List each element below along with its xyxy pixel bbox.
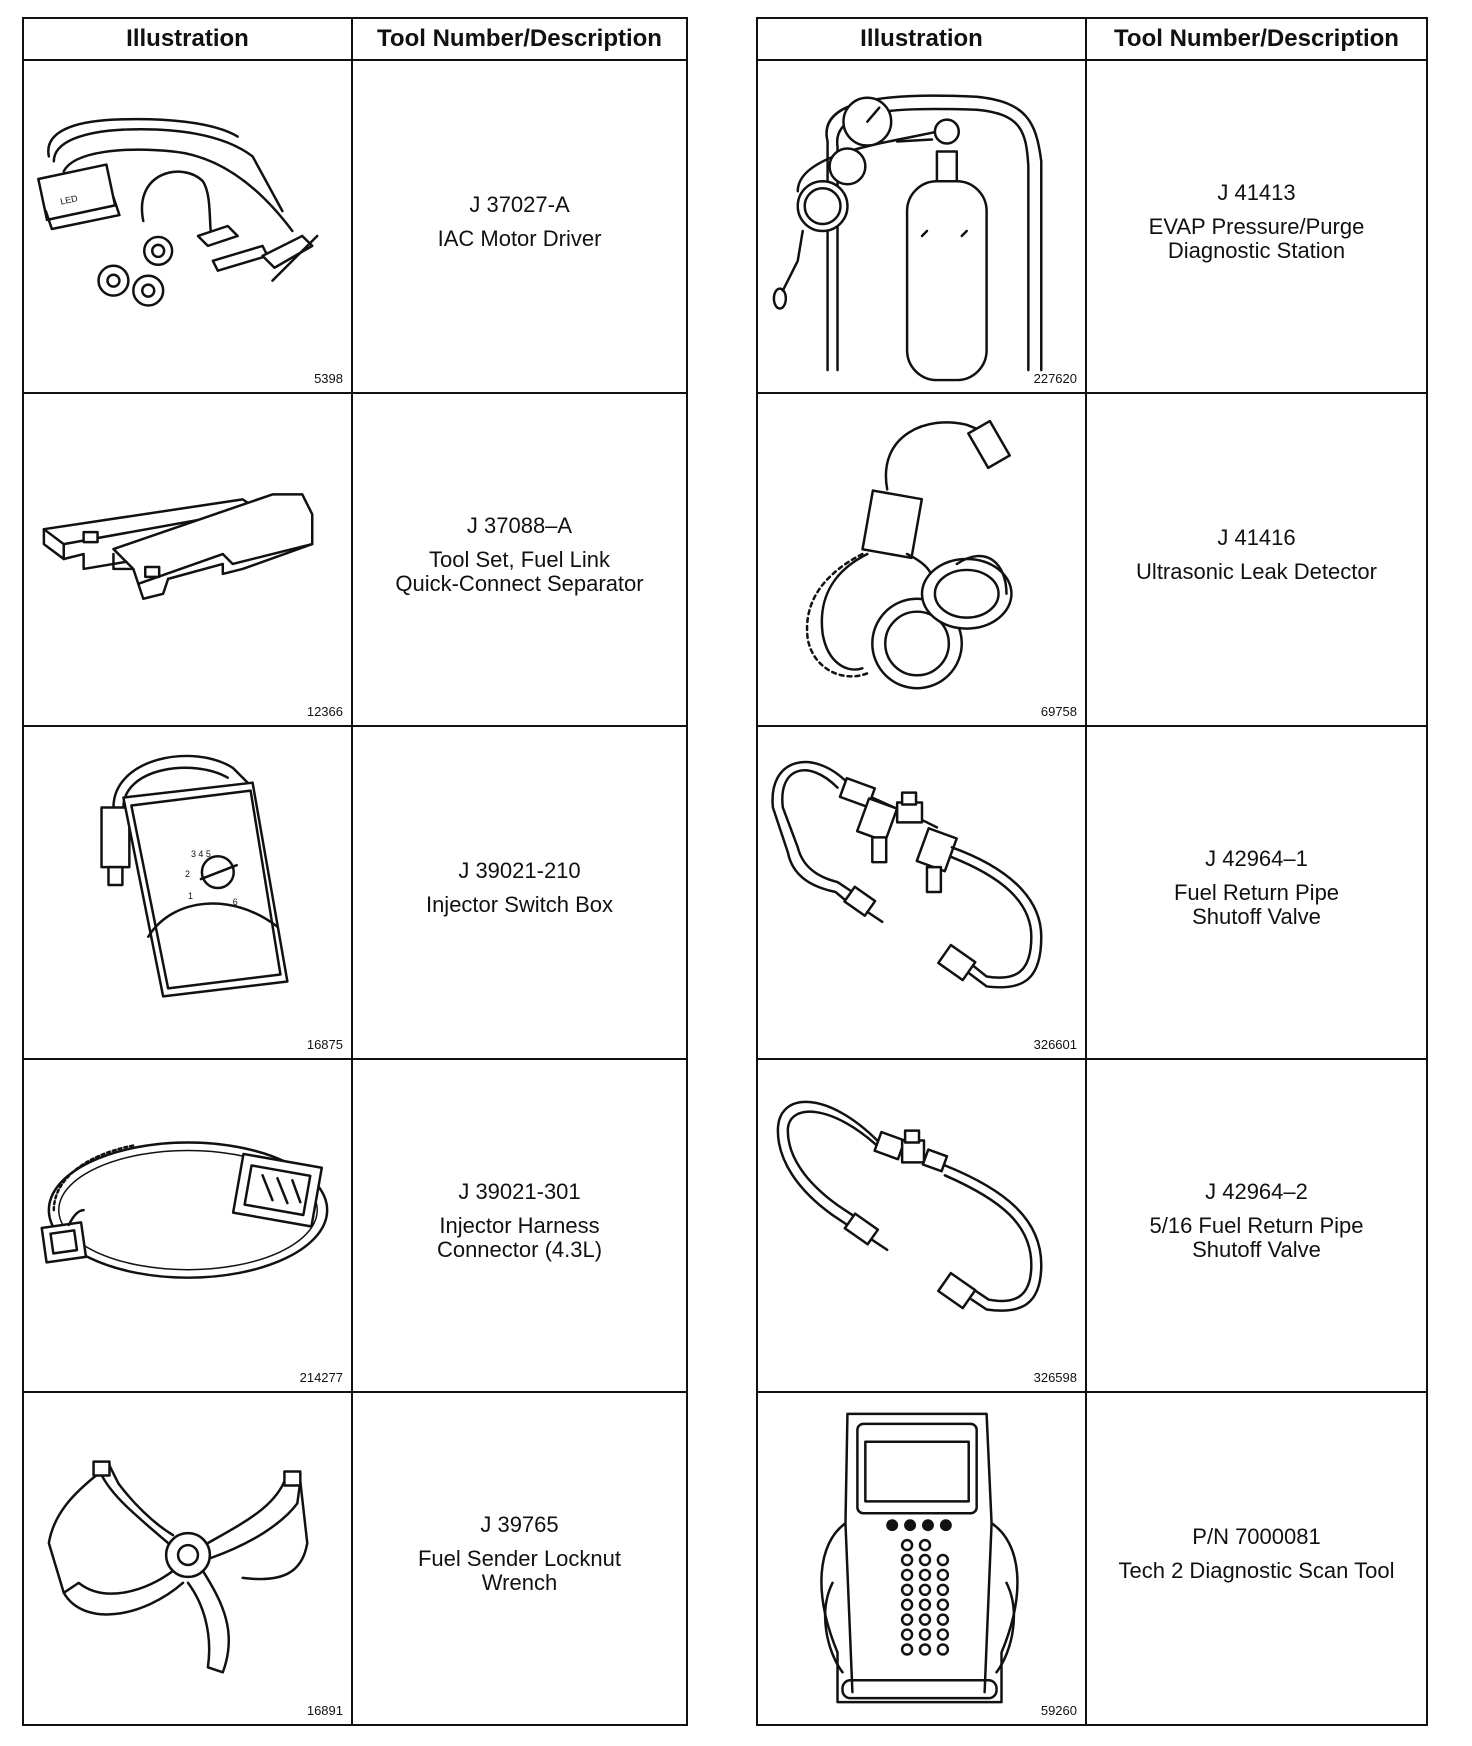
figure-number: 5398 [314,371,343,386]
tool-description: EVAP Pressure/Purge Diagnostic Station [1148,213,1365,263]
figure-number: 12366 [306,704,343,719]
illustration-cell [24,1060,353,1391]
tool-description: IAC Motor Driver [437,225,602,251]
tool-description: Injector Harness Connector (4.3L) [436,1212,603,1262]
illustration-cell [24,61,353,392]
description-cell [353,727,686,1058]
injector-switch-box-icon [24,727,351,1058]
table-row [758,394,1426,727]
description-cell [1087,394,1426,725]
ultrasonic-leak-detector-icon [758,394,1085,725]
tool-number: J 39021-210 [458,857,581,883]
table-row [24,727,686,1060]
quick-connect-separator-icon [24,394,351,725]
description-cell [353,394,686,725]
tool-number: J 42964–2 [1205,1178,1308,1204]
figure-number: 59260 [1040,1703,1077,1718]
figure-number: 214277 [299,1370,343,1385]
illustration-cell [24,1393,353,1724]
illustration-column-header: Illustration [758,19,1087,59]
description-cell [353,61,686,392]
illustration-cell [24,727,353,1058]
description-cell [1087,1393,1426,1724]
figure-number: 16875 [306,1037,343,1052]
table-row [758,1060,1426,1393]
tool-number: J 41416 [1217,524,1296,550]
illustration-column-header: Illustration [24,19,353,59]
illustration-cell [24,394,353,725]
svg-text:3 4 5: 3 4 5 [190,849,211,860]
description-cell [1087,1060,1426,1391]
figure-number: 69758 [1040,704,1077,719]
injector-harness-connector-icon [24,1060,351,1391]
tool-description-column-header: Tool Number/Description [377,25,662,52]
table-row [24,1393,686,1724]
illustration-cell [758,61,1087,392]
illustration-cell [758,1393,1087,1724]
tool-number: J 39021-301 [458,1178,581,1204]
description-cell [353,1060,686,1391]
table-header [758,19,1426,61]
illustration-cell [758,727,1087,1058]
description-cell [1087,727,1426,1058]
evap-station-icon [758,61,1085,392]
tool-number: J 37027-A [469,191,570,217]
tool-description: Fuel Return Pipe Shutoff Valve [1173,879,1340,929]
figure-number: 16891 [306,1703,343,1718]
tool-number: J 37088–A [466,512,573,538]
locknut-wrench-icon [24,1393,351,1724]
illustration-cell [758,1060,1087,1391]
table-row [758,61,1426,394]
table-row [758,727,1426,1060]
svg-text:1: 1 [187,890,193,901]
description-cell [1087,61,1426,392]
table-row [24,1060,686,1393]
tool-table-left [22,17,688,1726]
tool-description: Tech 2 Diagnostic Scan Tool [1118,1557,1395,1583]
illustration-cell [758,394,1087,725]
tool-table-right [756,17,1428,1726]
svg-text:LED: LED [59,193,79,207]
tool-description: Injector Switch Box [425,891,614,917]
table-row [758,1393,1426,1724]
table-row [24,394,686,727]
table-row [24,61,686,394]
tool-description: Tool Set, Fuel Link Quick-Connect Separator [395,546,644,596]
table-header [24,19,686,61]
tool-number: P/N 7000081 [1192,1523,1321,1549]
iac-motor-driver-icon [24,61,351,392]
svg-text:2: 2 [185,869,190,880]
figure-number: 326598 [1033,1370,1077,1385]
description-cell [353,1393,686,1724]
tool-number: J 39765 [480,1511,559,1537]
figure-number: 326601 [1033,1037,1077,1052]
tool-description-column-header: Tool Number/Description [1114,25,1399,52]
tool-description: 5/16 Fuel Return Pipe Shutoff Valve [1149,1212,1364,1262]
shutoff-valve-516-icon [758,1060,1085,1391]
tool-description: Fuel Sender Locknut Wrench [417,1545,622,1595]
tool-description: Ultrasonic Leak Detector [1136,558,1377,584]
tech2-scan-tool-icon [758,1393,1085,1724]
tool-number: J 42964–1 [1205,845,1308,871]
svg-text:6: 6 [232,896,238,907]
shutoff-valve-icon [758,727,1085,1058]
tool-number: J 41413 [1217,179,1296,205]
figure-number: 227620 [1033,371,1077,386]
